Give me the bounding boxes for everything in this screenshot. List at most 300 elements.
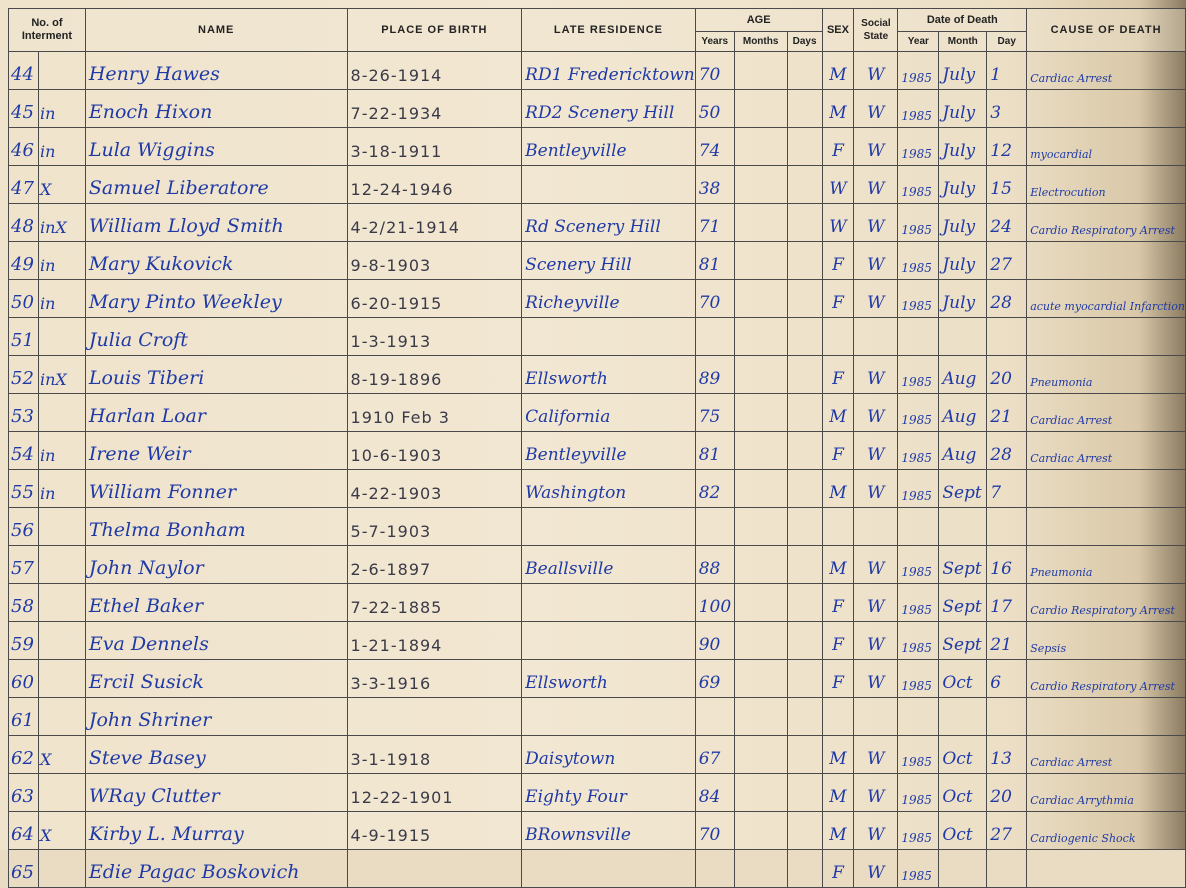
social-state: W [854,660,898,698]
interment-number: 47 [9,166,39,204]
decedent-name: Mary Kukovick [85,242,347,280]
cause-of-death: Pneumonia [1027,546,1186,584]
death-year: 1985 [898,736,939,774]
decedent-name: Thelma Bonham [85,508,347,546]
interment-number: 57 [9,546,39,584]
age-months [734,660,787,698]
place-of-birth: 12-22-1901 [347,774,522,812]
place-of-birth: 6-20-1915 [347,280,522,318]
age-years: 70 [695,812,734,850]
death-year: 1985 [898,432,939,470]
cause-of-death: acute myocardial Infarction [1027,280,1186,318]
interment-number: 61 [9,698,39,736]
death-day: 13 [987,736,1027,774]
interment-number: 59 [9,622,39,660]
age-days [787,736,822,774]
age-days [787,584,822,622]
social-state: W [854,432,898,470]
death-day: 15 [987,166,1027,204]
age-days [787,280,822,318]
sex: F [822,622,854,660]
age-years: 90 [695,622,734,660]
age-years: 69 [695,660,734,698]
header-late-residence: LATE RESIDENCE [522,9,696,52]
late-residence: RD2 Scenery Hill [522,90,696,128]
sex: F [822,660,854,698]
age-months [734,242,787,280]
cause-of-death: Cardio Respiratory Arrest [1027,584,1186,622]
late-residence: Richeyville [522,280,696,318]
social-state: W [854,166,898,204]
decedent-name: Ethel Baker [85,584,347,622]
social-state: W [854,128,898,166]
interment-number: 46 [9,128,39,166]
sex: F [822,128,854,166]
table-row [9,166,1186,204]
social-state [854,698,898,736]
header-year: Year [898,32,939,52]
age-days [787,660,822,698]
table-row [9,394,1186,432]
death-day: 12 [987,128,1027,166]
social-state: W [854,470,898,508]
death-day [987,318,1027,356]
interment-number: 65 [9,850,39,888]
age-years: 81 [695,242,734,280]
cause-of-death: Cardio Respiratory Arrest [1027,660,1186,698]
decedent-name: Henry Hawes [85,52,347,90]
social-state [854,508,898,546]
interment-mark: inX [38,204,85,242]
death-month [939,850,987,888]
interment-number: 52 [9,356,39,394]
place-of-birth: 3-3-1916 [347,660,522,698]
late-residence: Ellsworth [522,356,696,394]
death-year: 1985 [898,356,939,394]
social-state: W [854,622,898,660]
place-of-birth: 4-22-1903 [347,470,522,508]
age-months [734,812,787,850]
age-years: 71 [695,204,734,242]
interment-mark [38,698,85,736]
table-row [9,242,1186,280]
age-months [734,698,787,736]
place-of-birth: 7-22-1934 [347,90,522,128]
decedent-name: WRay Clutter [85,774,347,812]
interment-number: 50 [9,280,39,318]
sex: M [822,774,854,812]
place-of-birth: 3-1-1918 [347,736,522,774]
late-residence [522,508,696,546]
death-year: 1985 [898,52,939,90]
age-months [734,584,787,622]
age-months [734,90,787,128]
late-residence: Rd Scenery Hill [522,204,696,242]
interment-number: 56 [9,508,39,546]
social-state [854,318,898,356]
cause-of-death [1027,470,1186,508]
decedent-name: John Naylor [85,546,347,584]
age-days [787,812,822,850]
sex: F [822,432,854,470]
death-month [939,508,987,546]
table-row [9,356,1186,394]
interment-number: 60 [9,660,39,698]
table-row [9,90,1186,128]
death-day: 27 [987,812,1027,850]
place-of-birth: 12-24-1946 [347,166,522,204]
header-day: Day [987,32,1027,52]
death-day: 24 [987,204,1027,242]
social-state: W [854,546,898,584]
death-day: 21 [987,394,1027,432]
interment-number: 62 [9,736,39,774]
decedent-name: William Lloyd Smith [85,204,347,242]
death-month: Oct [939,660,987,698]
decedent-name: Lula Wiggins [85,128,347,166]
cause-of-death [1027,698,1186,736]
death-year: 1985 [898,242,939,280]
interment-mark: inX [38,356,85,394]
late-residence [522,850,696,888]
death-day: 28 [987,280,1027,318]
table-row [9,318,1186,356]
death-day: 21 [987,622,1027,660]
age-days [787,394,822,432]
age-days [787,432,822,470]
cause-of-death: myocardial [1027,128,1186,166]
age-months [734,128,787,166]
death-day: 1 [987,52,1027,90]
header-age: AGE [695,9,822,32]
social-state: W [854,850,898,888]
interment-mark: in [38,242,85,280]
age-months [734,204,787,242]
cause-of-death [1027,318,1186,356]
late-residence: Ellsworth [522,660,696,698]
interment-mark: X [38,812,85,850]
age-years: 89 [695,356,734,394]
death-year: 1985 [898,166,939,204]
death-year: 1985 [898,90,939,128]
table-row [9,774,1186,812]
interment-mark: in [38,470,85,508]
sex: M [822,90,854,128]
sex: M [822,52,854,90]
interment-mark: in [38,90,85,128]
interment-mark [38,622,85,660]
age-years: 81 [695,432,734,470]
age-years [695,698,734,736]
death-year: 1985 [898,470,939,508]
death-month [939,318,987,356]
age-years: 67 [695,736,734,774]
decedent-name: Ercil Susick [85,660,347,698]
table-row [9,470,1186,508]
cause-of-death [1027,850,1186,888]
age-months [734,432,787,470]
late-residence: California [522,394,696,432]
cause-of-death [1027,90,1186,128]
late-residence [522,166,696,204]
social-state: W [854,52,898,90]
death-year: 1985 [898,660,939,698]
header-place-of-birth: PLACE OF BIRTH [347,9,522,52]
death-year [898,698,939,736]
age-days [787,470,822,508]
age-months [734,280,787,318]
decedent-name: William Fonner [85,470,347,508]
age-days [787,356,822,394]
interment-number: 58 [9,584,39,622]
late-residence: RD1 Fredericktown [522,52,696,90]
late-residence: Daisytown [522,736,696,774]
sex [822,318,854,356]
interment-number: 63 [9,774,39,812]
death-month: Oct [939,812,987,850]
sex: F [822,242,854,280]
cause-of-death: Cardiac Arrest [1027,736,1186,774]
death-day: 20 [987,356,1027,394]
late-residence [522,584,696,622]
place-of-birth: 1-21-1894 [347,622,522,660]
death-month: July [939,52,987,90]
death-day: 16 [987,546,1027,584]
decedent-name: Kirby L. Murray [85,812,347,850]
interment-mark [38,394,85,432]
death-month: Aug [939,432,987,470]
interment-mark [38,546,85,584]
social-state: W [854,280,898,318]
interment-mark: in [38,128,85,166]
interment-mark: X [38,736,85,774]
death-year: 1985 [898,622,939,660]
sex: F [822,850,854,888]
place-of-birth [347,698,522,736]
social-state: W [854,584,898,622]
place-of-birth: 7-22-1885 [347,584,522,622]
death-month: Sept [939,470,987,508]
decedent-name: John Shriner [85,698,347,736]
age-months [734,736,787,774]
table-row [9,508,1186,546]
interment-mark: X [38,166,85,204]
age-months [734,318,787,356]
table-row [9,204,1186,242]
age-years: 70 [695,52,734,90]
sex [822,508,854,546]
decedent-name: Eva Dennels [85,622,347,660]
death-year [898,318,939,356]
interment-number: 54 [9,432,39,470]
place-of-birth: 3-18-1911 [347,128,522,166]
header-no-of-interment: No. of Interment [9,9,86,52]
ledger-header [9,9,1186,52]
interment-number: 45 [9,90,39,128]
death-day: 6 [987,660,1027,698]
death-month: Oct [939,736,987,774]
age-years: 50 [695,90,734,128]
death-month: Aug [939,394,987,432]
death-month: Oct [939,774,987,812]
death-year: 1985 [898,774,939,812]
death-year: 1985 [898,394,939,432]
death-day: 27 [987,242,1027,280]
age-months [734,546,787,584]
table-row [9,622,1186,660]
table-row [9,546,1186,584]
ledger-body [9,52,1186,888]
age-months [734,774,787,812]
late-residence: Scenery Hill [522,242,696,280]
sex [822,698,854,736]
table-row [9,52,1186,90]
place-of-birth: 5-7-1903 [347,508,522,546]
sex: F [822,280,854,318]
death-day: 7 [987,470,1027,508]
death-month: July [939,204,987,242]
age-months [734,356,787,394]
late-residence: Washington [522,470,696,508]
death-day [987,508,1027,546]
header-date-of-death: Date of Death [898,9,1027,32]
age-years: 82 [695,470,734,508]
sex: M [822,394,854,432]
interment-number: 48 [9,204,39,242]
age-years: 74 [695,128,734,166]
late-residence: Bentleyville [522,432,696,470]
age-years: 38 [695,166,734,204]
death-month: July [939,280,987,318]
interment-mark: in [38,432,85,470]
cause-of-death: Pneumonia [1027,356,1186,394]
cause-of-death [1027,242,1186,280]
header-name: NAME [85,9,347,52]
header-sex: SEX [822,9,854,52]
late-residence [522,622,696,660]
age-months [734,52,787,90]
interment-mark: in [38,280,85,318]
decedent-name: Louis Tiberi [85,356,347,394]
age-years: 84 [695,774,734,812]
death-month: Sept [939,584,987,622]
table-row [9,432,1186,470]
social-state: W [854,736,898,774]
death-year: 1985 [898,546,939,584]
age-days [787,318,822,356]
death-month: Sept [939,546,987,584]
cause-of-death [1027,508,1186,546]
age-days [787,546,822,584]
death-day: 28 [987,432,1027,470]
table-row [9,812,1186,850]
age-months [734,166,787,204]
interment-mark [38,584,85,622]
sex: M [822,736,854,774]
place-of-birth: 4-2/21-1914 [347,204,522,242]
age-days [787,242,822,280]
late-residence [522,698,696,736]
death-year [898,508,939,546]
place-of-birth: 8-19-1896 [347,356,522,394]
age-days [787,52,822,90]
place-of-birth: 9-8-1903 [347,242,522,280]
death-year: 1985 [898,204,939,242]
age-days [787,698,822,736]
place-of-birth [347,850,522,888]
age-years: 88 [695,546,734,584]
social-state: W [854,242,898,280]
social-state: W [854,394,898,432]
sex: F [822,356,854,394]
death-month [939,698,987,736]
interment-mark [38,52,85,90]
social-state: W [854,90,898,128]
header-social-state: Social State [854,9,898,52]
social-state: W [854,774,898,812]
interment-mark [38,850,85,888]
cause-of-death: Cardiac Arrest [1027,52,1186,90]
sex: M [822,812,854,850]
place-of-birth: 10-6-1903 [347,432,522,470]
interment-number: 51 [9,318,39,356]
header-months: Months [734,32,787,52]
death-day: 17 [987,584,1027,622]
sex: W [822,166,854,204]
death-day: 20 [987,774,1027,812]
late-residence: Beallsville [522,546,696,584]
age-months [734,470,787,508]
table-row [9,850,1186,888]
table-row [9,736,1186,774]
cause-of-death: Cardiogenic Shock [1027,812,1186,850]
late-residence: BRownsville [522,812,696,850]
age-months [734,622,787,660]
table-row [9,584,1186,622]
place-of-birth: 1-3-1913 [347,318,522,356]
decedent-name: Irene Weir [85,432,347,470]
age-months [734,394,787,432]
decedent-name: Mary Pinto Weekley [85,280,347,318]
decedent-name: Enoch Hixon [85,90,347,128]
death-day [987,698,1027,736]
interment-number: 53 [9,394,39,432]
death-year: 1985 [898,584,939,622]
interment-mark [38,508,85,546]
decedent-name: Julia Croft [85,318,347,356]
late-residence [522,318,696,356]
table-row [9,660,1186,698]
header-days: Days [787,32,822,52]
death-month: Aug [939,356,987,394]
interment-ledger-table [8,8,1186,888]
decedent-name: Edie Pagac Boskovich [85,850,347,888]
age-days [787,850,822,888]
interment-number: 64 [9,812,39,850]
interment-mark [38,774,85,812]
interment-mark [38,318,85,356]
cause-of-death: Sepsis [1027,622,1186,660]
cause-of-death: Cardiac Arrest [1027,394,1186,432]
death-year: 1985 [898,812,939,850]
decedent-name: Samuel Liberatore [85,166,347,204]
decedent-name: Steve Basey [85,736,347,774]
decedent-name: Harlan Loar [85,394,347,432]
late-residence: Eighty Four [522,774,696,812]
header-cause-of-death: CAUSE OF DEATH [1027,9,1186,52]
header-years: Years [695,32,734,52]
death-year: 1985 [898,850,939,888]
